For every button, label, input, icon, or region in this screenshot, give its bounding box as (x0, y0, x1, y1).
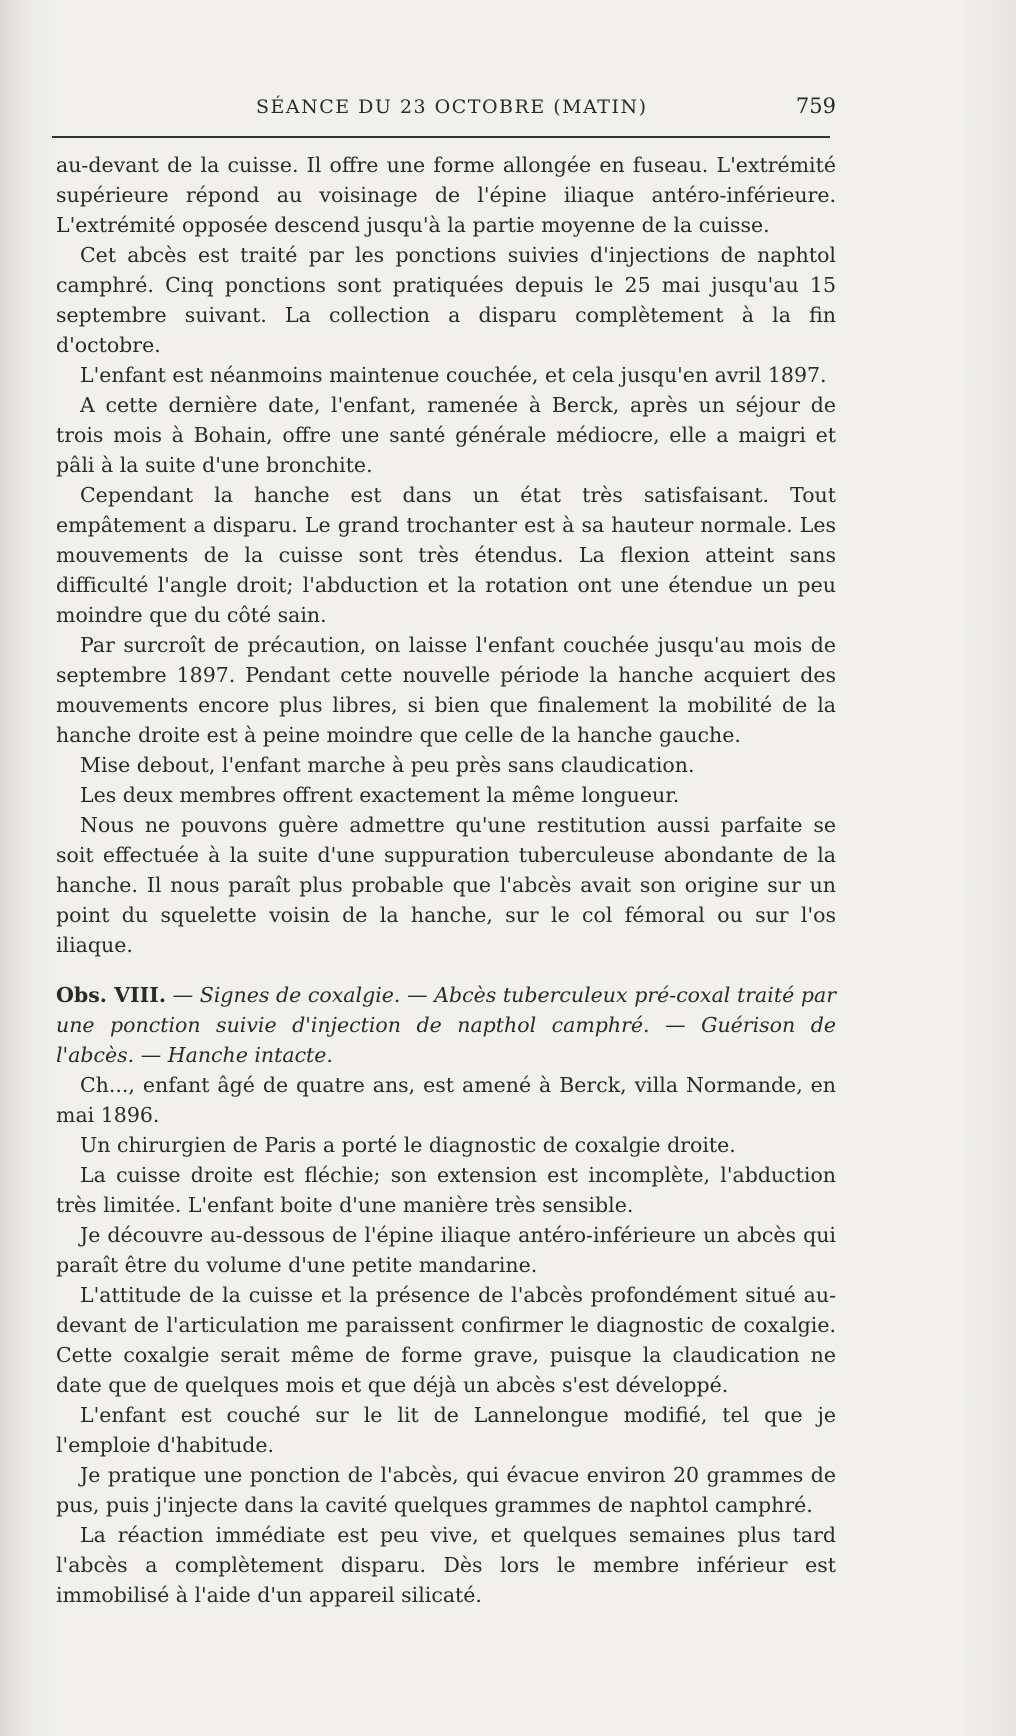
observation-heading (56, 980, 836, 1070)
paragraph: Ch..., enfant âgé de quatre ans, est amené à Berck, villa Normande, en mai 1896. (56, 1073, 836, 1127)
paragraph: Un chirurgien de Paris a porté le diagnostic de coxalgie droite. (80, 1133, 736, 1157)
paragraph: Cet abcès est traité par les ponctions suivies d'injections de naphtol camphré. Cinq ponctions sont pratiquées depuis le 25 mai jusqu'au 15 septembre suivant. La collection a disparu complètement à la fin d'octobre. (56, 243, 836, 357)
body-text (56, 150, 836, 1610)
paragraph: La cuisse droite est fléchie; son extension est incomplète, l'abduction très limitée. L'enfant boite d'une manière très sensible. (56, 1163, 836, 1217)
paragraph: au-devant de la cuisse. Il offre une forme allongée en fuseau. L'extrémité supérieure répond au voisinage de l'épine iliaque antéro-inférieure. L'extrémité opposée descend jusqu'à la partie moyenne de la cuisse. (56, 153, 836, 237)
paragraph: Je pratique une ponction de l'abcès, qui évacue environ 20 grammes de pus, puis j'injecte dans la cavité quelques grammes de naphtol camphré. (56, 1463, 836, 1517)
paragraph: L'attitude de la cuisse et la présence de l'abcès profondément situé au-devant de l'articulation me paraissent confirmer le diagnostic de coxalgie. Cette coxalgie serait même de forme grave, puisque la claudication ne date que de quelques mois et que déjà un abcès s'est développé. (56, 1283, 836, 1397)
page-number: 759 (795, 94, 836, 118)
paragraph: Par surcroît de précaution, on laisse l'enfant couchée jusqu'au mois de septembre 1897. Pendant cette nouvelle période la hanche acquiert des mouvements encore plus libres, si bien que finalement la mobilité de la hanche droite est à peine moindre que celle de la hanche gauche. (56, 633, 836, 747)
paragraph: Nous ne pouvons guère admettre qu'une restitution aussi parfaite se soit effectuée à la suite d'une suppuration tuberculeuse abondante de la hanche. Il nous paraît plus probable que l'abcès avait son origine sur un point du squelette voisin de la hanche, sur le col fémoral ou sur l'os iliaque. (56, 813, 836, 957)
observation-title: — Signes de coxalgie. — Abcès tuberculeux pré-coxal traité par une ponction suivie d'injection de napthol camphré. — Guérison de l'abcès. — Hanche intacte. (56, 983, 836, 1067)
paragraph: Je découvre au-dessous de l'épine iliaque antéro-inférieure un abcès qui paraît être du volume d'une petite mandarine. (56, 1223, 836, 1277)
page-header (56, 96, 836, 130)
paragraph: Mise debout, l'enfant marche à peu près sans claudication. (80, 753, 695, 777)
paragraph: Les deux membres offrent exactement la même longueur. (80, 783, 680, 807)
paragraph: La réaction immédiate est peu vive, et quelques semaines plus tard l'abcès a complètement disparu. Dès lors le membre inférieur est immobilisé à l'aide d'un appareil silicaté. (56, 1523, 836, 1607)
header-rule (52, 136, 830, 138)
running-head: SÉANCE DU 23 OCTOBRE (MATIN) (256, 96, 648, 118)
observation-label: Obs. VIII. (56, 983, 166, 1007)
paragraph: Cependant la hanche est dans un état très satisfaisant. Tout empâtement a disparu. Le grand trochanter est à sa hauteur normale. Les mouvements de la cuisse sont très étendus. La flexion atteint sans difficulté l'angle droit; l'abduction et la rotation ont une étendue un peu moindre que du côté sain. (56, 483, 836, 627)
paragraph: L'enfant est couché sur le lit de Lannelongue modifié, tel que je l'emploie d'habitude. (56, 1403, 836, 1457)
paragraph: L'enfant est néanmoins maintenue couchée, et cela jusqu'en avril 1897. (80, 363, 827, 387)
paragraph: A cette dernière date, l'enfant, ramenée à Berck, après un séjour de trois mois à Bohain, offre une santé générale médiocre, elle a maigri et pâli à la suite d'une bronchite. (56, 393, 836, 477)
